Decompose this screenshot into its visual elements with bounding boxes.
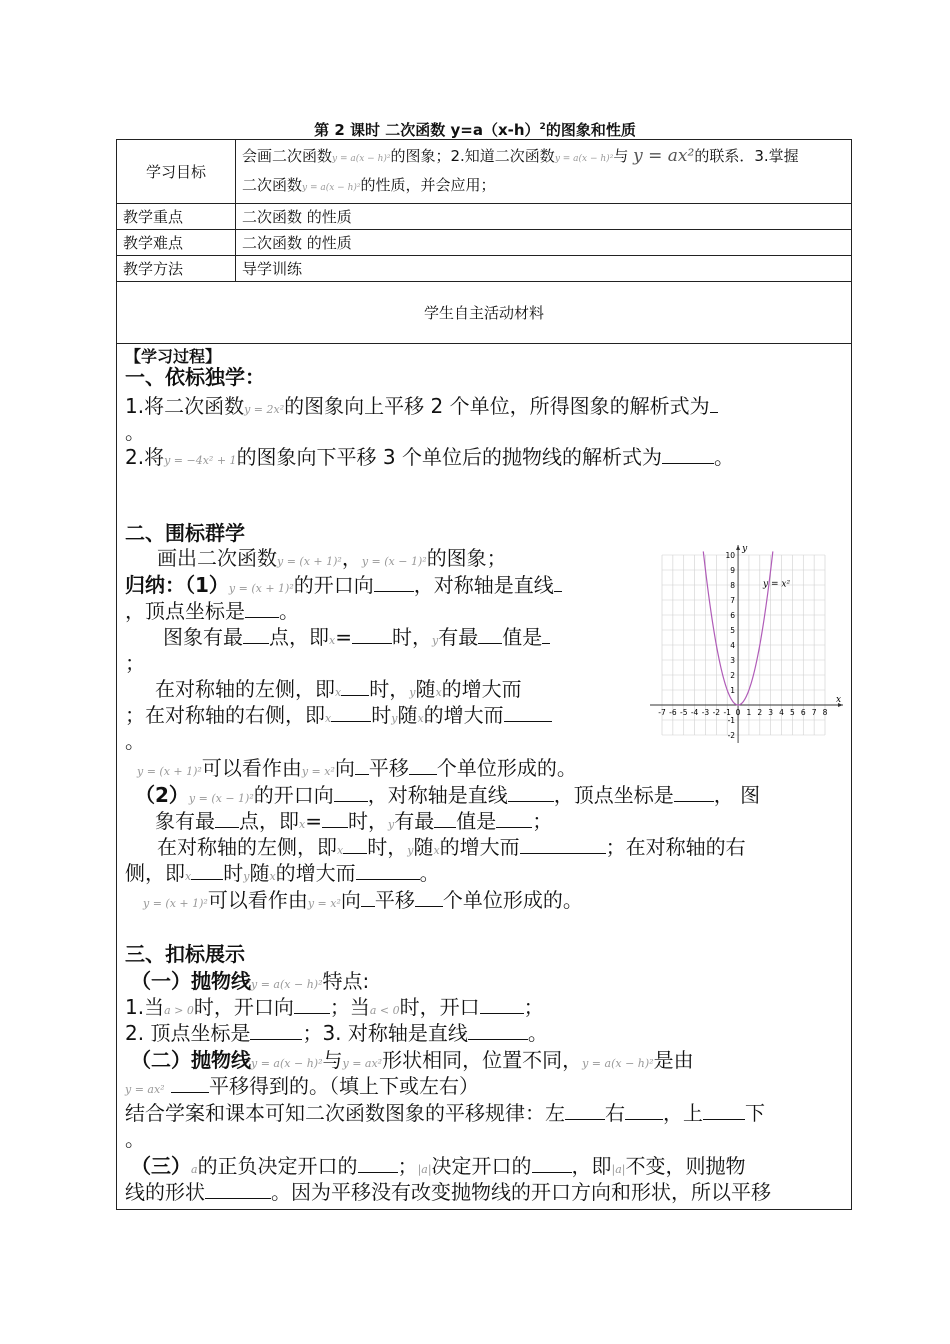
y-tick-label: 6 (730, 611, 736, 620)
goal-label: 学习目标 (117, 140, 236, 204)
method-text: 导学训练 (236, 256, 852, 282)
y-tick-label: 5 (730, 626, 736, 635)
content-box (116, 341, 852, 1210)
s1-question-1: 1.将二次函数y = 2x²的图象向上平移 2 个单位，所得图象的解析式为 (125, 394, 847, 422)
difficulty-text: 二次函数 的性质 (236, 230, 852, 256)
s1-question-1-end: 。 (125, 420, 145, 444)
focus-label: 教学重点 (117, 204, 236, 230)
s2-line-6: 在对称轴的左侧，即x 时，y随x的增大而 (155, 677, 522, 701)
section-1-title: 一、依标独学： (125, 365, 265, 389)
s3-line-8: （三）a的正负决定开口的 ；|a|决定开口的 ，即|a|不变，则抛物 (131, 1154, 746, 1178)
y-tick-label: 10 (725, 551, 736, 560)
s3-line-5: y = ax² 平移得到的。（填上下或左右） (125, 1074, 479, 1098)
s2-line-9: y = (x + 1)²可以看作由y = x²向 平移 个单位形成的。 (137, 756, 577, 780)
y-tick-label: 7 (730, 596, 736, 605)
x-tick-label: 1 (746, 708, 752, 717)
x-tick-label: 3 (768, 708, 774, 717)
s2-line-10: （2）y = (x − 1)²的开口向 ，对称轴是直线 ，顶点坐标是 ， 图 (135, 783, 761, 807)
y-axis-arrow (736, 545, 740, 550)
x-tick-label: -5 (679, 708, 688, 717)
section-3-title: 三、扣标展示 (125, 942, 245, 966)
s3-line-6: 结合学案和课本可知二次函数图象的平移规律：左 右 ，上 下 (125, 1101, 765, 1125)
page-title: 第 2 课时 二次函数 $y=a(x-h)^2$的图象和性质 (314, 121, 636, 139)
process-heading: 【学习过程】 (125, 347, 222, 366)
x-tick-label: 2 (757, 708, 763, 717)
y-tick-label: -1 (727, 716, 736, 725)
x-tick-label: -2 (712, 708, 721, 717)
s2-line-2: 归纳：（1）y = (x + 1)²的开口向 ，对称轴是直线 (125, 573, 847, 601)
s3-line-9: 线的形状 。因为平移没有改变抛物线的开口方向和形状，所以平移 (125, 1180, 771, 1204)
x-tick-label: -7 (658, 708, 666, 717)
s1-question-2: 2.将y = −4x² + 1的图象向下平移 3 个单位后的抛物线的解析式为 。 (125, 445, 735, 469)
section-2-title: 二、围标群学 (125, 521, 245, 545)
x-tick-label: -6 (669, 708, 677, 717)
method-label: 教学方法 (117, 256, 236, 282)
y-tick-label: 4 (730, 641, 736, 650)
info-table (116, 139, 852, 344)
s2-line-14: y = (x + 1)²可以看作由y = x²向 平移 个单位形成的。 (143, 888, 583, 912)
y-tick-label: 3 (730, 656, 736, 665)
x-tick-label: 7 (811, 708, 817, 717)
difficulty-label: 教学难点 (117, 230, 236, 256)
s2-line-7: ；在对称轴的右侧，即x 时y随x的增大而 (125, 703, 847, 731)
s2-line-8: 。 (125, 729, 145, 753)
s2-line-13: 侧，即x 时y随x的增大而 。 (125, 861, 440, 885)
s3-line-4: （二）抛物线y = a(x − h)²与y = ax²形状相同，位置不同，y = a(x − h)²是由 (131, 1048, 694, 1072)
focus-text: 二次函数 的性质 (236, 204, 852, 230)
s3-line-2: 1.当a > 0时，开口向 ；当a < 0时，开口 ； (125, 995, 544, 1019)
s3-line-1: （一）抛物线y = a(x − h)²特点: (131, 969, 370, 993)
x-tick-label: 8 (822, 708, 828, 717)
x-tick-label: 4 (779, 708, 784, 717)
s3-line-7: 。 (125, 1127, 145, 1151)
x-tick-label: 0 (735, 708, 741, 717)
y-tick-label: 2 (730, 671, 736, 680)
parabola-graph (650, 543, 845, 743)
x-tick-label: -3 (701, 708, 710, 717)
x-tick-label: -1 (723, 708, 731, 717)
s2-line-4: 图象有最 点，即x= 时，y有最 值是 (163, 625, 847, 653)
x-axis-label: x (836, 695, 842, 705)
x-tick-label: 5 (790, 708, 795, 717)
y-tick-label: 8 (730, 581, 736, 590)
y-axis-label: y (742, 544, 748, 554)
y-tick-label: 9 (730, 566, 736, 575)
x-tick-label: 6 (800, 708, 806, 717)
materials-heading: 学生自主活动材料 (117, 282, 852, 344)
x-tick-label: -4 (690, 708, 699, 717)
s2-line-1: 画出二次函数y = (x + 1)²，y = (x − 1)²的图象； (157, 546, 507, 570)
y-tick-label: 1 (730, 686, 736, 695)
s2-line-5: ； (125, 651, 145, 675)
s2-line-11: 象有最 点，即x= 时，y有最 值是 ； (155, 809, 553, 833)
s2-line-12: 在对称轴的左侧，即x 时，y随x的增大而 ；在对称轴的右 (157, 835, 746, 859)
y-tick-label: -2 (727, 731, 736, 740)
goal-text: 会画二次函数y = a(x − h)²的图象；2.知道二次函数y = a(x − h)²与 y = ax²的联系．3.掌握 二次函数y = a(x − h)²的性质，并会应用； (236, 140, 852, 204)
curve-legend: y = x² (763, 579, 791, 590)
s3-line-3: 2. 顶点坐标是 ；3. 对称轴是直线 。 (125, 1021, 548, 1045)
s2-line-3: ，顶点坐标是 。 (125, 599, 299, 623)
